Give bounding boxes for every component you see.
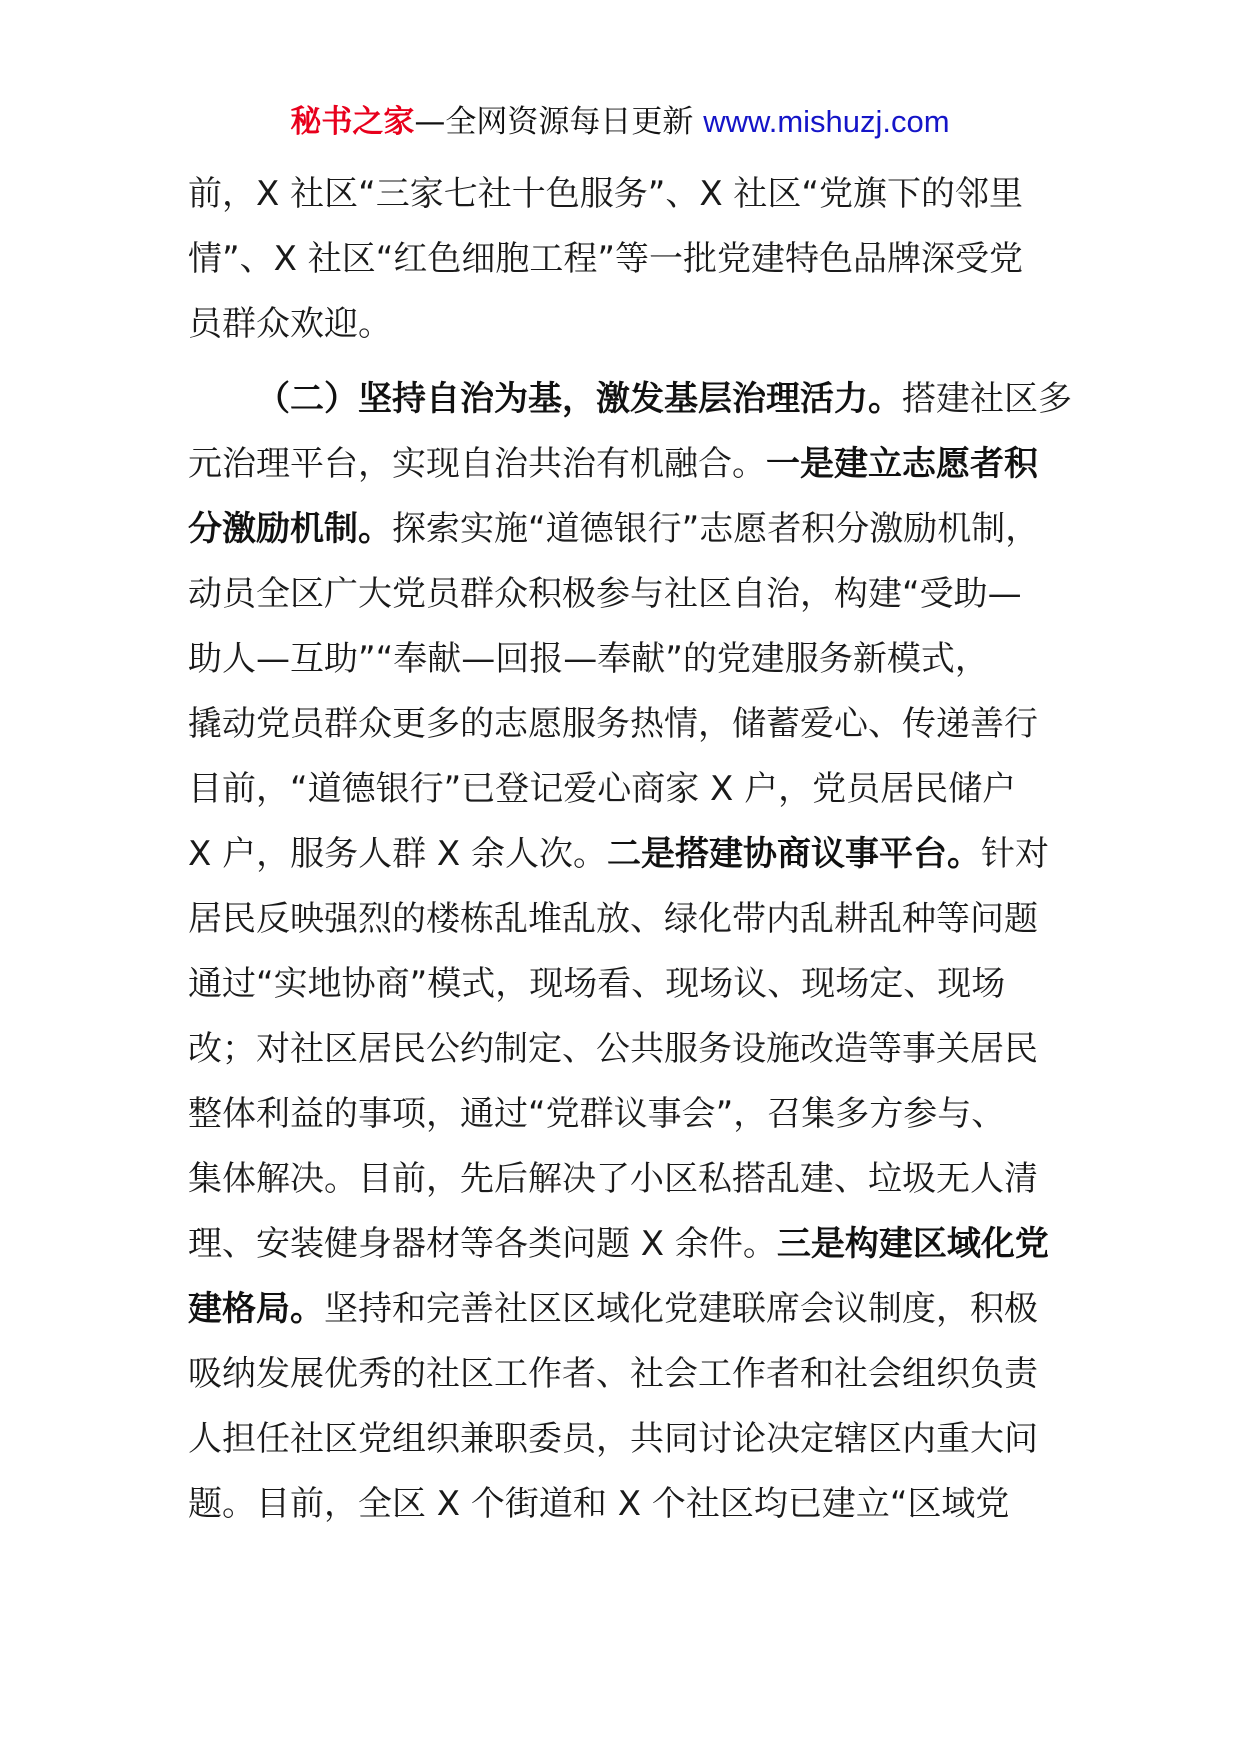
site-url-link[interactable]: www.mishuzj.com: [703, 104, 950, 139]
paragraph-2-line: 撬动党员群众更多的志愿服务热情，储蓄爱心、传递善行: [188, 704, 1038, 744]
paragraph-2-line: 通过“实地协商”模式，现场看、现场议、现场定、现场: [188, 964, 1006, 1004]
paragraph-1-line: 员群众欢迎。: [188, 304, 392, 344]
paragraph-2-line: 人担任社区党组织兼职委员，共同讨论决定辖区内重大问: [188, 1419, 1038, 1459]
bold-keypoint: 分激励机制。: [188, 509, 392, 549]
section-heading-bold: （二）坚持自治为基，激发基层治理活力。: [256, 379, 902, 419]
paragraph-2-line: [188, 432, 1088, 497]
paragraph-2-line: [188, 1277, 1088, 1342]
text-run: 元治理平台，实现自治共治有机融合。: [188, 444, 766, 484]
bold-keypoint: 二是搭建协商议事平台。: [607, 834, 982, 874]
bold-keypoint: 一是建立志愿者积: [766, 444, 1038, 484]
text-run: 搭建社区多: [902, 379, 1072, 419]
paragraph-2-line: 整体利益的事项，通过“党群议事会”，召集多方参与、: [188, 1094, 1006, 1134]
text-run: X 户，服务人群 X 余人次。: [188, 834, 608, 874]
paragraph-1-line: 前，X 社区“三家七社十色服务”、X 社区“党旗下的邻里: [188, 174, 1024, 214]
paragraph-2-line: [188, 822, 1088, 887]
paragraph-2-line: 居民反映强烈的楼栋乱堆乱放、绿化带内乱耕乱种等问题: [188, 899, 1038, 939]
bold-keypoint: 建格局。: [188, 1289, 324, 1329]
site-brand-name: 秘书之家: [290, 104, 415, 140]
text-run: 探索实施“道德银行”志愿者积分激励机制，: [392, 509, 1040, 549]
paragraph-2-line: 改；对社区居民公约制定、公共服务设施改造等事关居民: [188, 1029, 1038, 1069]
paragraph-2-line: 动员全区广大党员群众积极参与社区自治，构建“受助—: [188, 574, 1022, 614]
paragraph-2-line: 吸纳发展优秀的社区工作者、社会工作者和社会组织负责: [188, 1354, 1038, 1394]
site-header-banner: [0, 100, 1240, 144]
site-slogan: —全网资源每日更新: [414, 104, 694, 140]
document-body: [188, 162, 1088, 1537]
paragraph-1-line: 情”、X 社区“红色细胞工程”等一批党建特色品牌深受党: [188, 239, 1023, 279]
paragraph-2-line: 题。目前，全区 X 个街道和 X 个社区均已建立“区域党: [188, 1484, 1010, 1524]
text-run: 坚持和完善社区区域化党建联席会议制度，积极: [324, 1289, 1038, 1329]
paragraph-2-heading-line: [188, 367, 1088, 432]
paragraph-2-line: 集体解决。目前，先后解决了小区私搭乱建、垃圾无人清: [188, 1159, 1038, 1199]
text-run: 理、安装健身器材等各类问题 X 余件。: [188, 1224, 777, 1264]
bold-keypoint: 三是构建区域化党: [776, 1224, 1049, 1264]
text-run: 针对: [981, 834, 1050, 874]
paragraph-2-line: 助人—互助”“奉献—回报—奉献”的党建服务新模式，: [188, 639, 989, 679]
paragraph-2-line: [188, 497, 1088, 562]
paragraph-2-line: [188, 1212, 1088, 1277]
paragraph-2-line: 目前，“道德银行”已登记爱心商家 X 户，党员居民储户: [188, 769, 1017, 809]
